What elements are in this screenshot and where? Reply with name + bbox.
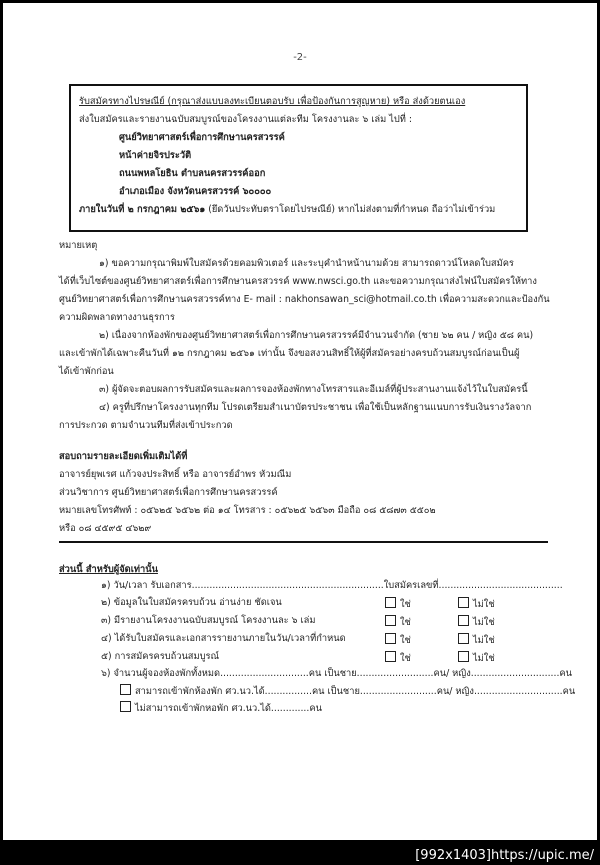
checkbox[interactable] (458, 651, 469, 662)
address-line-1: ศูนย์วิทยาศาสตร์เพื่อการศึกษานครสวรรค์ (119, 132, 285, 143)
submission-box (69, 84, 528, 232)
submission-instruction: ส่งใบสมัครและรายงานฉบับสมบูรณ์ของโครงงานแต่ละทีม โครงงานละ ๖ เล่ม ไปที่ : (79, 114, 412, 125)
checkbox[interactable] (385, 633, 396, 644)
deadline (79, 201, 518, 219)
check-item-3-yes[interactable] (385, 615, 411, 630)
receipt-date-field: ๑) วัน/เวลา รับเอกสาร.................................................................ใบสมัครเลขที่.......................................... (101, 580, 563, 591)
note-2-line-3: ได้เข้าพักก่อน (59, 366, 114, 377)
note-2-line-2: และเข้าพักได้เฉพาะคืนวันที่ ๑๒ กรกฎาคม ๒๕๖๑ เท่านั้น จึงขอสงวนสิทธิ์ให้ผู้ที่สมัครอย่างครบถ้วนสมบูรณ์ก่อนเป็นผู้ (59, 348, 520, 359)
section-divider (59, 541, 548, 543)
check-item-3-no[interactable] (458, 615, 495, 630)
note-2-line-1: ๒) เนื่องจากห้องพักของศูนย์วิทยาศาสตร์เพื่อการศึกษานครสวรรค์มีจำนวนจำกัด (ชาย ๖๒ คน / หญิง ๕๘ คน) (99, 330, 534, 341)
checkbox[interactable] (458, 597, 469, 608)
checkbox[interactable] (385, 597, 396, 608)
checkbox[interactable] (458, 615, 469, 626)
note-1-line-1: ๑) ขอความกรุณาพิมพ์ใบสมัครด้วยคอมพิวเตอร์ และระบุคำนำหน้านามด้วย สามารถดาวน์โหลดใบสมัคร (99, 258, 514, 269)
organizer-heading: ส่วนนี้ สำหรับผู้จัดเท่านั้น (59, 564, 158, 575)
no-label: ไม่ใช่ (473, 653, 495, 664)
room-ok-row (120, 684, 575, 700)
yes-label: ใช่ (400, 653, 411, 664)
contact-phones: หมายเลขโทรศัพท์ : ๐๕๖๒๕ ๖๕๖๒ ต่อ ๑๔ โทรสาร : ๐๕๖๒๕ ๖๕๖๓ มือถือ ๐๘ ๕๘๗๓ ๕๕๐๒ (59, 505, 436, 516)
room-no-row (120, 701, 322, 717)
address-line-2: หน้าค่ายจิรประวัติ (119, 150, 192, 161)
room-no-checkbox[interactable] (120, 701, 131, 712)
note-1-line-3: ศูนย์วิทยาศาสตร์เพื่อการศึกษานครสวรรค์ทาง E- mail : nakhonsawan_sci@hotmail.co.th เพื่อความสะดวกและป้องกัน (59, 294, 550, 305)
note-1-line-2: ได้ที่เว็บไซต์ของศูนย์วิทยาศาสตร์เพื่อการศึกษานครสวรรค์ www.nwsci.go.th และขอความกรุณาส่งไฟน์ใบสมัครให้ทาง (59, 276, 537, 287)
no-label: ไม่ใช่ (473, 599, 495, 610)
contact-heading: สอบถามรายละเอียดเพิ่มเติมได้ที่ (59, 451, 188, 462)
room-booking-total: ๖) จำนวนผู้จองห้องพักทั้งหมด..............................คน เป็นชาย..........................คน/ หญิง..............................คน (101, 668, 572, 679)
checkbox[interactable] (385, 615, 396, 626)
no-label: ไม่ใช่ (473, 635, 495, 646)
check-item-2-yes[interactable] (385, 597, 411, 612)
note-1-line-4: ความผิดพลาดทางงานธุรการ (59, 312, 175, 323)
note-4-line-1: ๔) ครูที่ปรึกษาโครงงานทุกทีม โปรดเตรียมสำเนาบัตรประชาชน เพื่อใช้เป็นหลักฐานแนบการรับเงินรางวัลจาก (99, 402, 532, 413)
contact-department: ส่วนวิชาการ ศูนย์วิทยาศาสตร์เพื่อการศึกษานครสวรรค์ (59, 487, 278, 498)
check-item-3: ๓) มีรายงานโครงงานฉบับสมบูรณ์ โครงงานละ ๖ เล่ม (101, 615, 316, 626)
no-label: ไม่ใช่ (473, 617, 495, 628)
yes-label: ใช่ (400, 599, 411, 610)
checkbox[interactable] (385, 651, 396, 662)
check-item-5-no[interactable] (458, 651, 495, 666)
note-3: ๓) ผู้จัดจะตอบผลการรับสมัครและผลการจองห้องพักทางโทรสารและอีเมล์ที่ผู้ประสานงานแจ้งไว้ในใบสมัครนี้ (99, 384, 528, 395)
contact-phones-alt: หรือ ๐๘ ๔๕๙๕ ๔๖๒๙ (59, 523, 152, 534)
check-item-2-no[interactable] (458, 597, 495, 612)
check-item-4-yes[interactable] (385, 633, 411, 648)
address-line-3: ถนนพหลโยธิน ตำบลนครสวรรค์ออก (119, 168, 266, 179)
yes-label: ใช่ (400, 635, 411, 646)
check-item-5: ๕) การสมัครครบถ้วนสมบูรณ์ (101, 651, 220, 662)
notes-heading: หมายเหตุ (59, 240, 98, 251)
check-item-4-no[interactable] (458, 633, 495, 648)
deadline-note: (ยึดวันประทับตราโดยไปรษณีย์) หากไม่ส่งตามที่กำหนด ถือว่าไม่เข้าร่วม (205, 204, 496, 215)
check-item-4: ๔) ได้รับใบสมัครและเอกสารรายงานภายในวัน/เวลาที่กำหนด (101, 633, 346, 644)
contact-names: อาจารย์ยุพเรศ แก้วจงประสิทธิ์ หรือ อาจารย์อำพร หัวมณีม (59, 469, 292, 480)
page-number: -2- (293, 52, 307, 63)
room-ok-checkbox[interactable] (120, 684, 131, 695)
room-ok-label: สามารถเข้าพักห้องพัก ศว.นว.ได้................คน เป็นชาย..........................คน/ หญิง..............................คน (135, 686, 576, 697)
note-4-line-2: การประกวด ตามจำนวนทีมที่ส่งเข้าประกวด (59, 420, 233, 431)
deadline-date: ภายในวันที่ ๒ กรกฎาคม ๒๕๖๑ (79, 204, 206, 215)
room-no-label: ไม่สามารถเข้าพักหอพัก ศว.นว.ได้.............คน (135, 703, 322, 714)
submission-heading: รับสมัครทางไปรษณีย์ (กรุณาส่งแบบลงทะเบียนตอบรับ เพื่อป้องกันการสูญหาย) หรือ ส่งด้วยตนเอง (79, 96, 466, 107)
checkbox[interactable] (458, 633, 469, 644)
yes-label: ใช่ (400, 617, 411, 628)
check-item-5-yes[interactable] (385, 651, 411, 666)
address-line-4: อำเภอเมือง จังหวัดนครสวรรค์ ๖๐๐๐๐ (119, 186, 272, 197)
watermark: [992x1403]https://upic.me/ (415, 848, 594, 863)
check-item-2: ๒) ข้อมูลในใบสมัครครบถ้วน อ่านง่าย ชัดเจน (101, 597, 282, 608)
